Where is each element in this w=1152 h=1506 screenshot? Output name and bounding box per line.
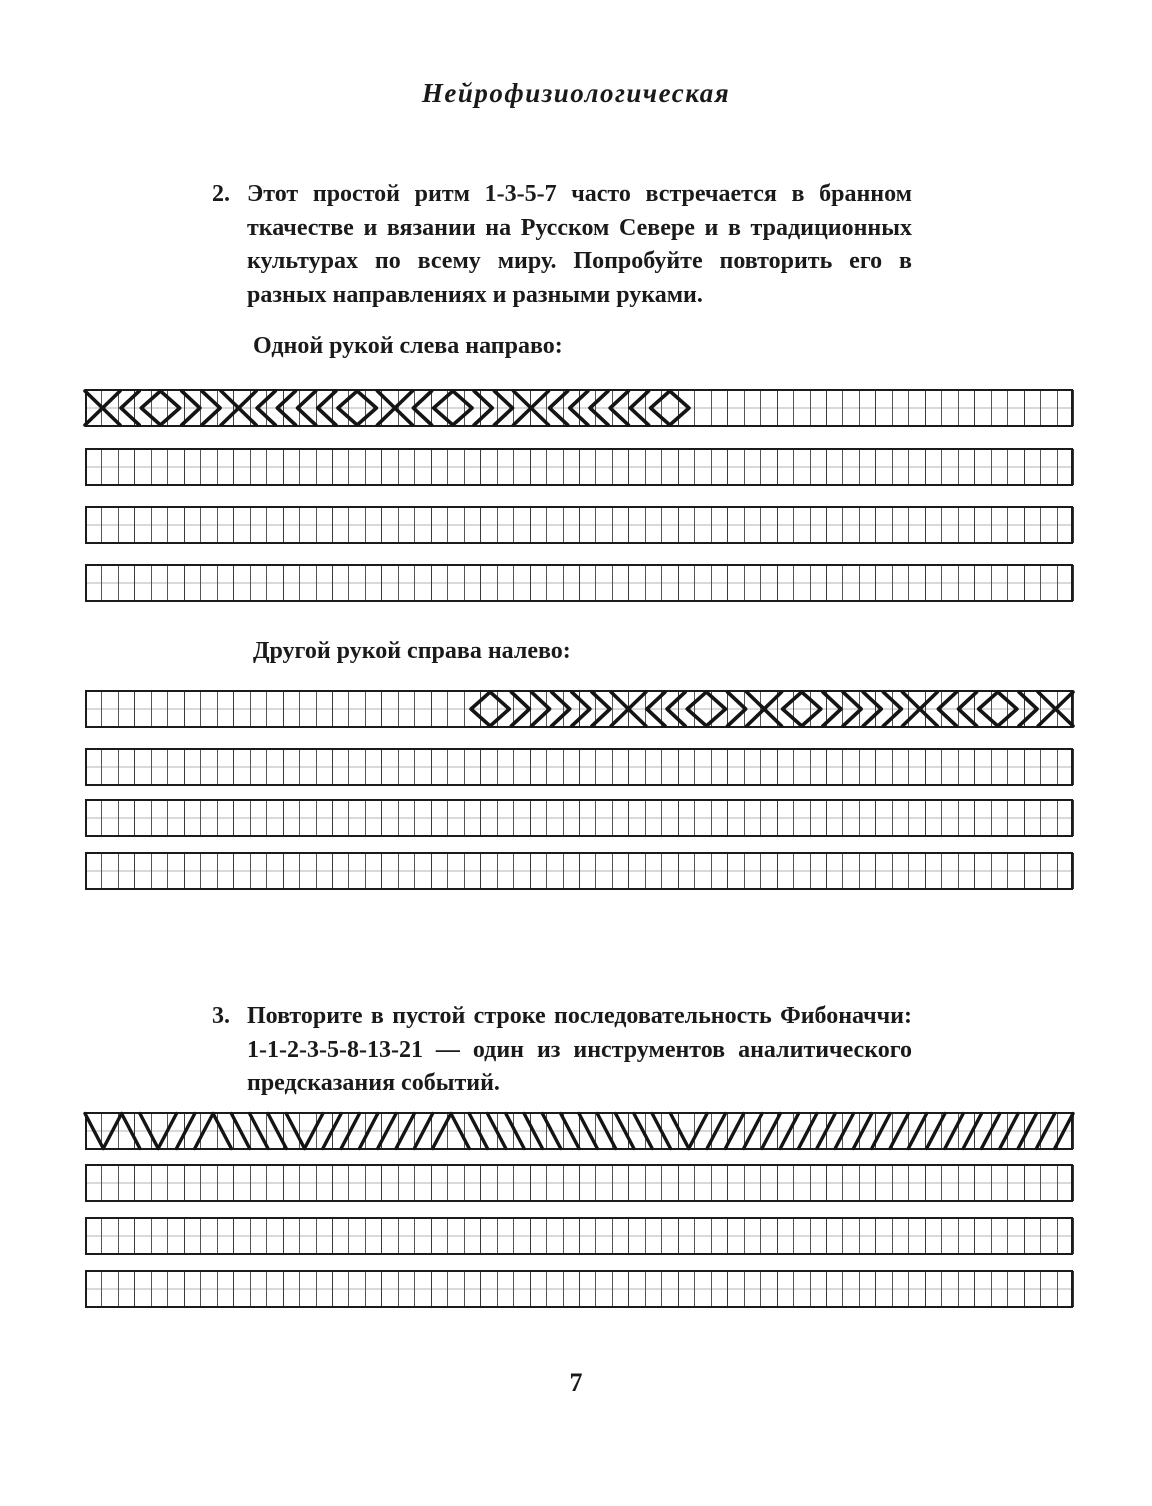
pattern-row-left-to-right	[85, 389, 1073, 427]
exercise-3-number: 3.	[212, 1003, 230, 1029]
empty-grid-row	[85, 506, 1073, 544]
label-right-to-left: Другой рукой справа налево:	[253, 638, 571, 664]
empty-grid-row	[85, 799, 1073, 837]
empty-grid-row	[85, 852, 1073, 890]
exercise-2-text: Этот простой ритм 1-3-5-7 часто встречается в бранном ткачестве и вязании на Русском Севере и в традиционных культурах по всему миру. Попробуйте повторить его в разных направлениях и разными руками.	[247, 181, 912, 308]
empty-grid-row	[85, 1217, 1073, 1255]
empty-grid-row	[85, 1270, 1073, 1308]
exercise-3	[212, 1000, 912, 1101]
empty-grid-row	[85, 448, 1073, 486]
empty-grid-row	[85, 564, 1073, 602]
exercise-2	[212, 178, 912, 312]
exercise-3-text: Повторите в пустой строке последовательность Фибоначчи: 1-1-2-3-5-8-13-21 — один из инструментов аналитического предсказания событий.	[247, 1003, 912, 1096]
page-title: Нейрофизиологическая	[421, 78, 731, 108]
pattern-row-right-to-left	[85, 690, 1073, 728]
label-left-to-right: Одной рукой слева направо:	[253, 333, 563, 359]
page-number: 7	[569, 1368, 583, 1397]
empty-grid-row	[85, 748, 1073, 786]
fibonacci-zigzag-row	[85, 1112, 1073, 1150]
exercise-2-number: 2.	[212, 181, 230, 207]
empty-grid-row	[85, 1164, 1073, 1202]
